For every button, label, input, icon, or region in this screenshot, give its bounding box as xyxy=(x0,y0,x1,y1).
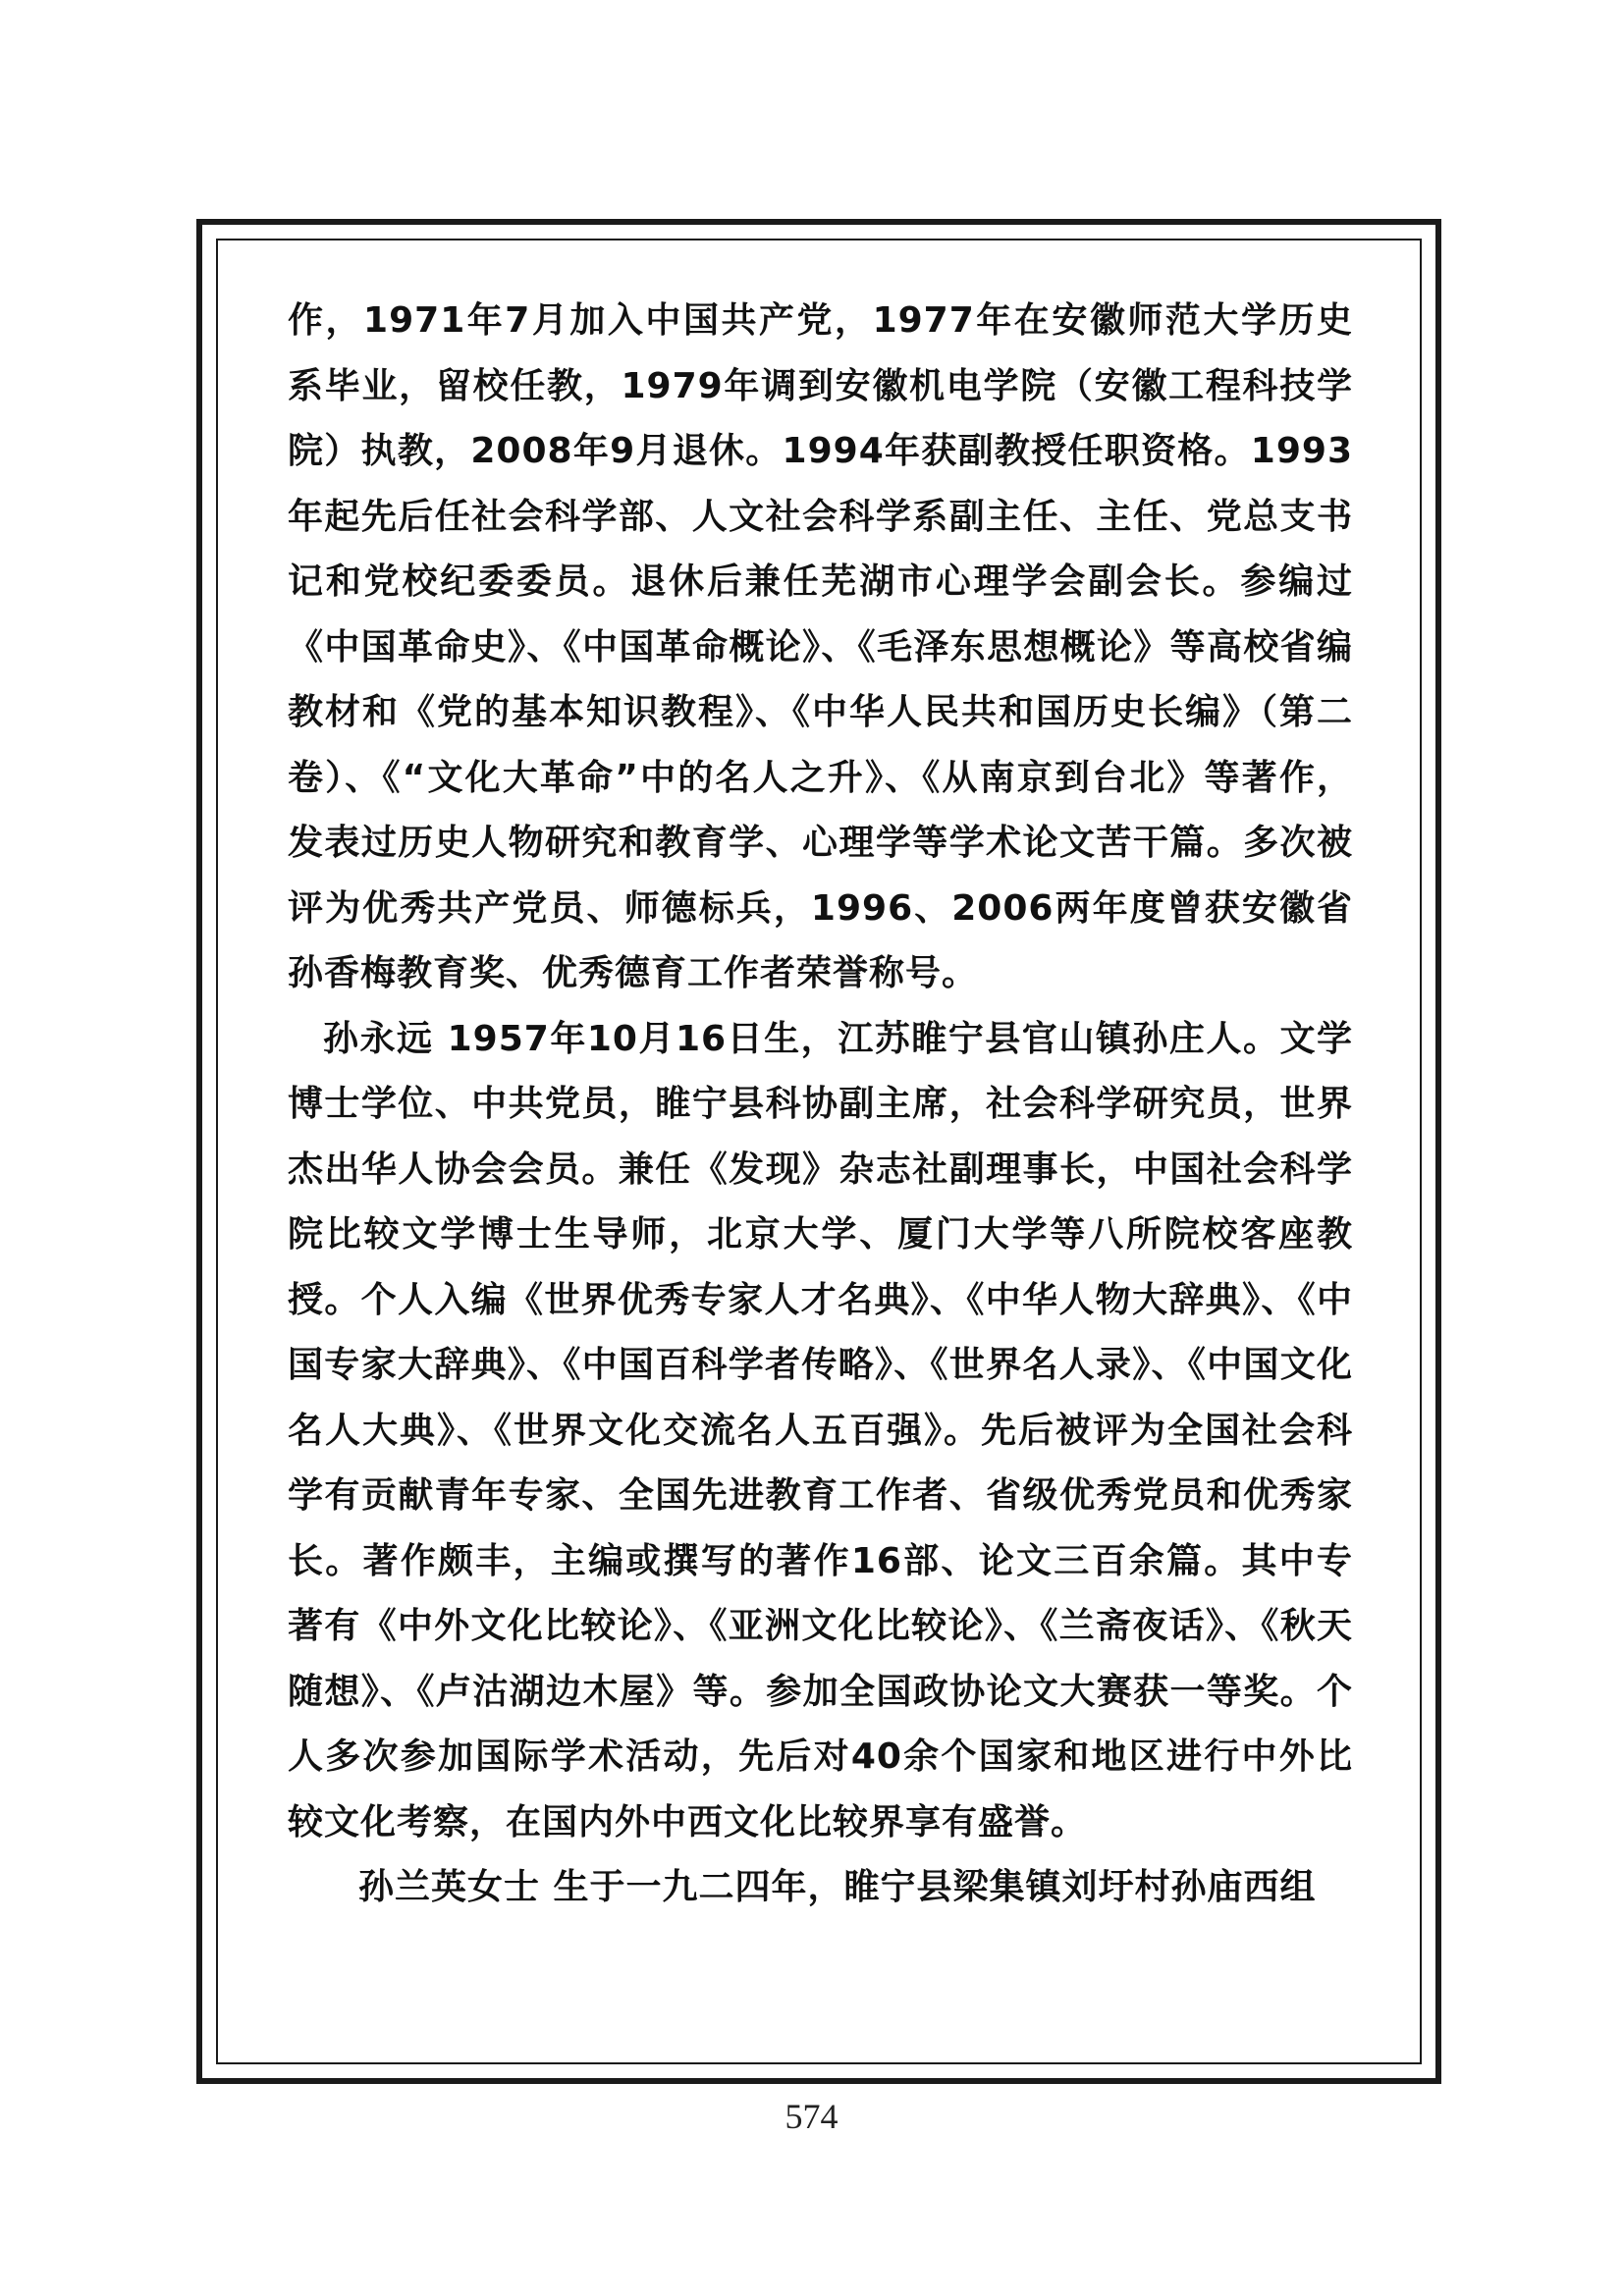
document-body xyxy=(288,289,1353,1921)
paragraph-sun-yongyuan: 孙永远 1957年10月16日生，江苏睢宁县官山镇孙庄人。文学博士学位、中共党员，睢宁县科协副主席，社会科学研究员，世界杰出华人协会会员。兼任《发现》杂志社副理事长，中国社会科学院比较文学博士生导师，北京大学、厦门大学等八所院校客座教授。个人入编《世界优秀专家人才名典》、《中华人物大辞典》、《中国专家大辞典》、《中国百科学者传略》、《世界名人录》、《中国文化名人大典》、《世界文化交流名人五百强》。先后被评为全国社会科学有贡献青年专家、全国先进教育工作者、省级优秀党员和优秀家长。著作颇丰，主编或撰写的著作16部、论文三百余篇。其中专著有《中外文化比较论》、《亚洲文化比较论》、《兰斋夜话》、《秋天随想》、《卢沽湖边木屋》等。参加全国政协论文大赛获一等奖。个人多次参加国际学术活动，先后对40余个国家和地区进行中外比较文化考察，在国内外中西文化比较界享有盛誉。 xyxy=(288,1018,1353,1842)
page-number: 574 xyxy=(784,2097,839,2136)
paragraph-sun-lanying: 孙兰英女士 生于一九二四年，睢宁县梁集镇刘圩村孙庙西组 xyxy=(358,1867,1317,1907)
paragraph-continuation: 作，1971年7月加入中国共产党，1977年在安徽师范大学历史系毕业，留校任教，1979年调到安徽机电学院（安徽工程科技学院）执教，2008年9月退休。1994年获副教授任职资格。1993年起先后任社会科学部、人文社会科学系副主任、主任、党总支书记和党校纪委委员。退休后兼任芜湖市心理学会副会长。参编过《中国革命史》、《中国革命概论》、《毛泽东思想概论》等高校省编教材和《党的基本知识教程》、《中华人民共和国历史长编》（第二卷）、《“文化大革命”中的名人之升》、《从南京到台北》等著作，发表过历史人物研究和教育学、心理学等学术论文苦干篇。多次被评为优秀共产党员、师德标兵，1996、2006两年度曾获安徽省孙香梅教育奖、优秀德育工作者荣誉称号。 xyxy=(288,300,1353,993)
